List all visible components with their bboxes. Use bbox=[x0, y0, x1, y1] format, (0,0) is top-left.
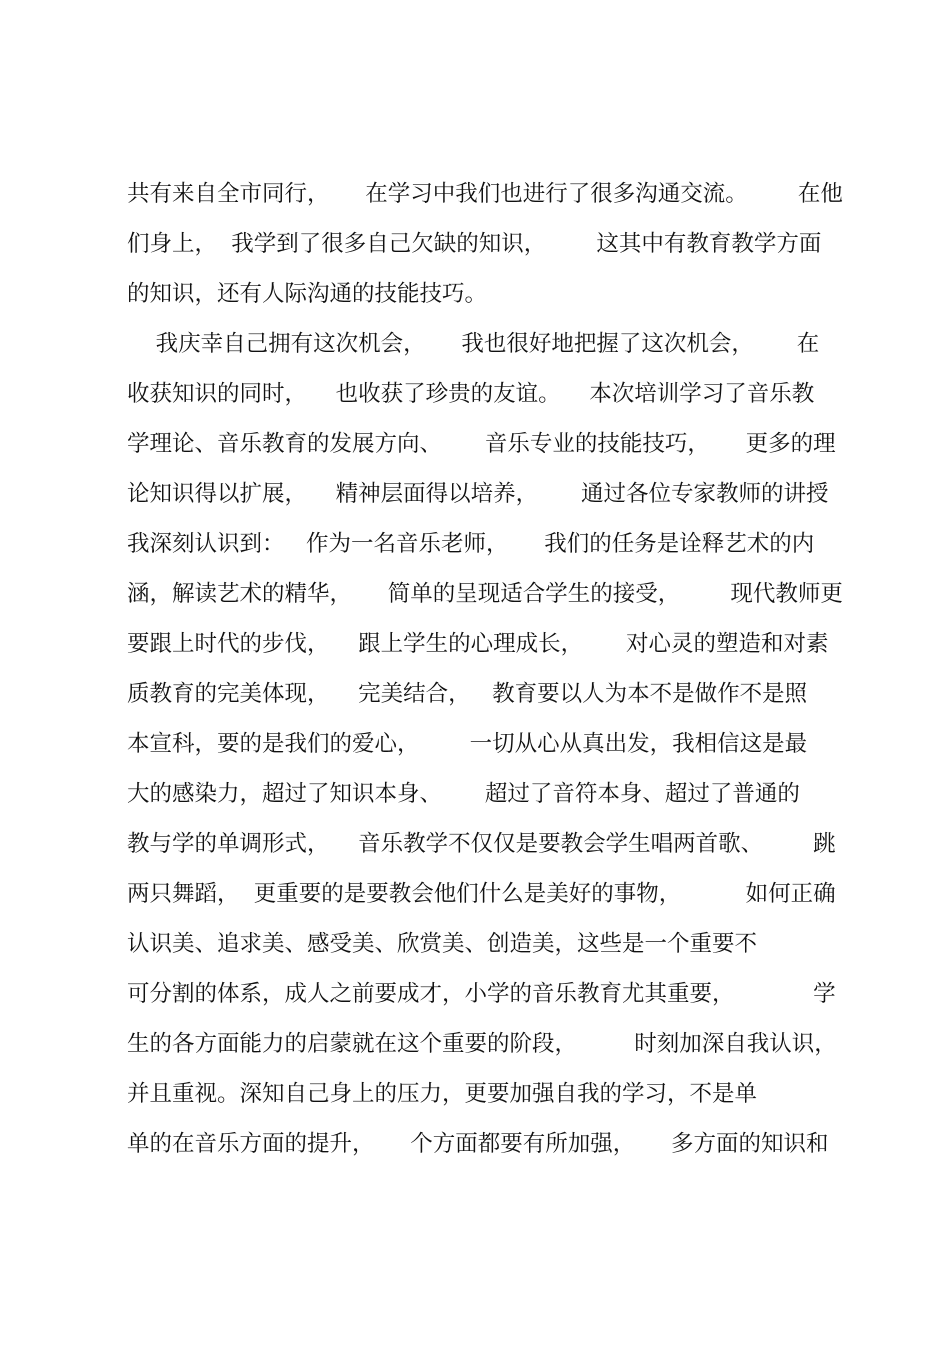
text-line: 单的在音乐方面的提升， 个方面都要有所加强， 多方面的知识和 bbox=[127, 1131, 829, 1157]
text-line: 涵，解读艺术的精华， 简单的呈现适合学生的接受， 现代教师更 bbox=[127, 581, 843, 607]
text-line: 我深刻认识到： 作为一名音乐老师， 我们的任务是诠释艺术的内 bbox=[127, 531, 815, 557]
text-line: 收获知识的同时， 也收获了珍贵的友谊。 本次培训学习了音乐教 bbox=[127, 381, 815, 407]
text-line: 生的各方面能力的启蒙就在这个重要的阶段， 时刻加深自我认识， bbox=[127, 1031, 837, 1057]
text-line: 学理论、音乐教育的发展方向、 音乐专业的技能技巧， 更多的理 bbox=[127, 431, 836, 457]
text-line: 教与学的单调形式， 音乐教学不仅仅是要教会学生唱两首歌、 跳 bbox=[127, 831, 836, 857]
text-line: 我庆幸自己拥有这次机会， 我也很好地把握了这次机会， 在 bbox=[127, 331, 820, 357]
text-line: 本宣科，要的是我们的爱心， 一切从心从真出发，我相信这是最 bbox=[127, 731, 808, 757]
text-line: 论知识得以扩展， 精神层面得以培养， 通过各位专家教师的讲授 bbox=[127, 481, 829, 507]
text-line: 的知识，还有人际沟通的技能技巧。 bbox=[127, 281, 488, 307]
text-line: 们身上， 我学到了很多自己欠缺的知识， 这其中有教育教学方面 bbox=[127, 231, 822, 257]
text-line: 大的感染力，超过了知识本身、 超过了音符本身、超过了普通的 bbox=[127, 781, 800, 807]
text-line: 质教育的完美体现， 完美结合， 教育要以人为本不是做作不是照 bbox=[127, 681, 808, 707]
text-line: 两只舞蹈， 更重要的是要教会他们什么是美好的事物， 如何正确 bbox=[127, 881, 836, 907]
text-line: 可分割的体系，成人之前要成才，小学的音乐教育尤其重要， 学 bbox=[127, 981, 836, 1007]
text-line: 并且重视。深知自己身上的压力，更要加强自我的学习，不是单 bbox=[127, 1081, 758, 1107]
text-line: 认识美、追求美、感受美、欣赏美、创造美，这些是一个重要不 bbox=[127, 931, 758, 957]
text-line: 要跟上时代的步伐， 跟上学生的心理成长， 对心灵的塑造和对素 bbox=[127, 631, 829, 657]
text-line: 共有来自全市同行， 在学习中我们也进行了很多沟通交流。 在他 bbox=[127, 181, 843, 207]
